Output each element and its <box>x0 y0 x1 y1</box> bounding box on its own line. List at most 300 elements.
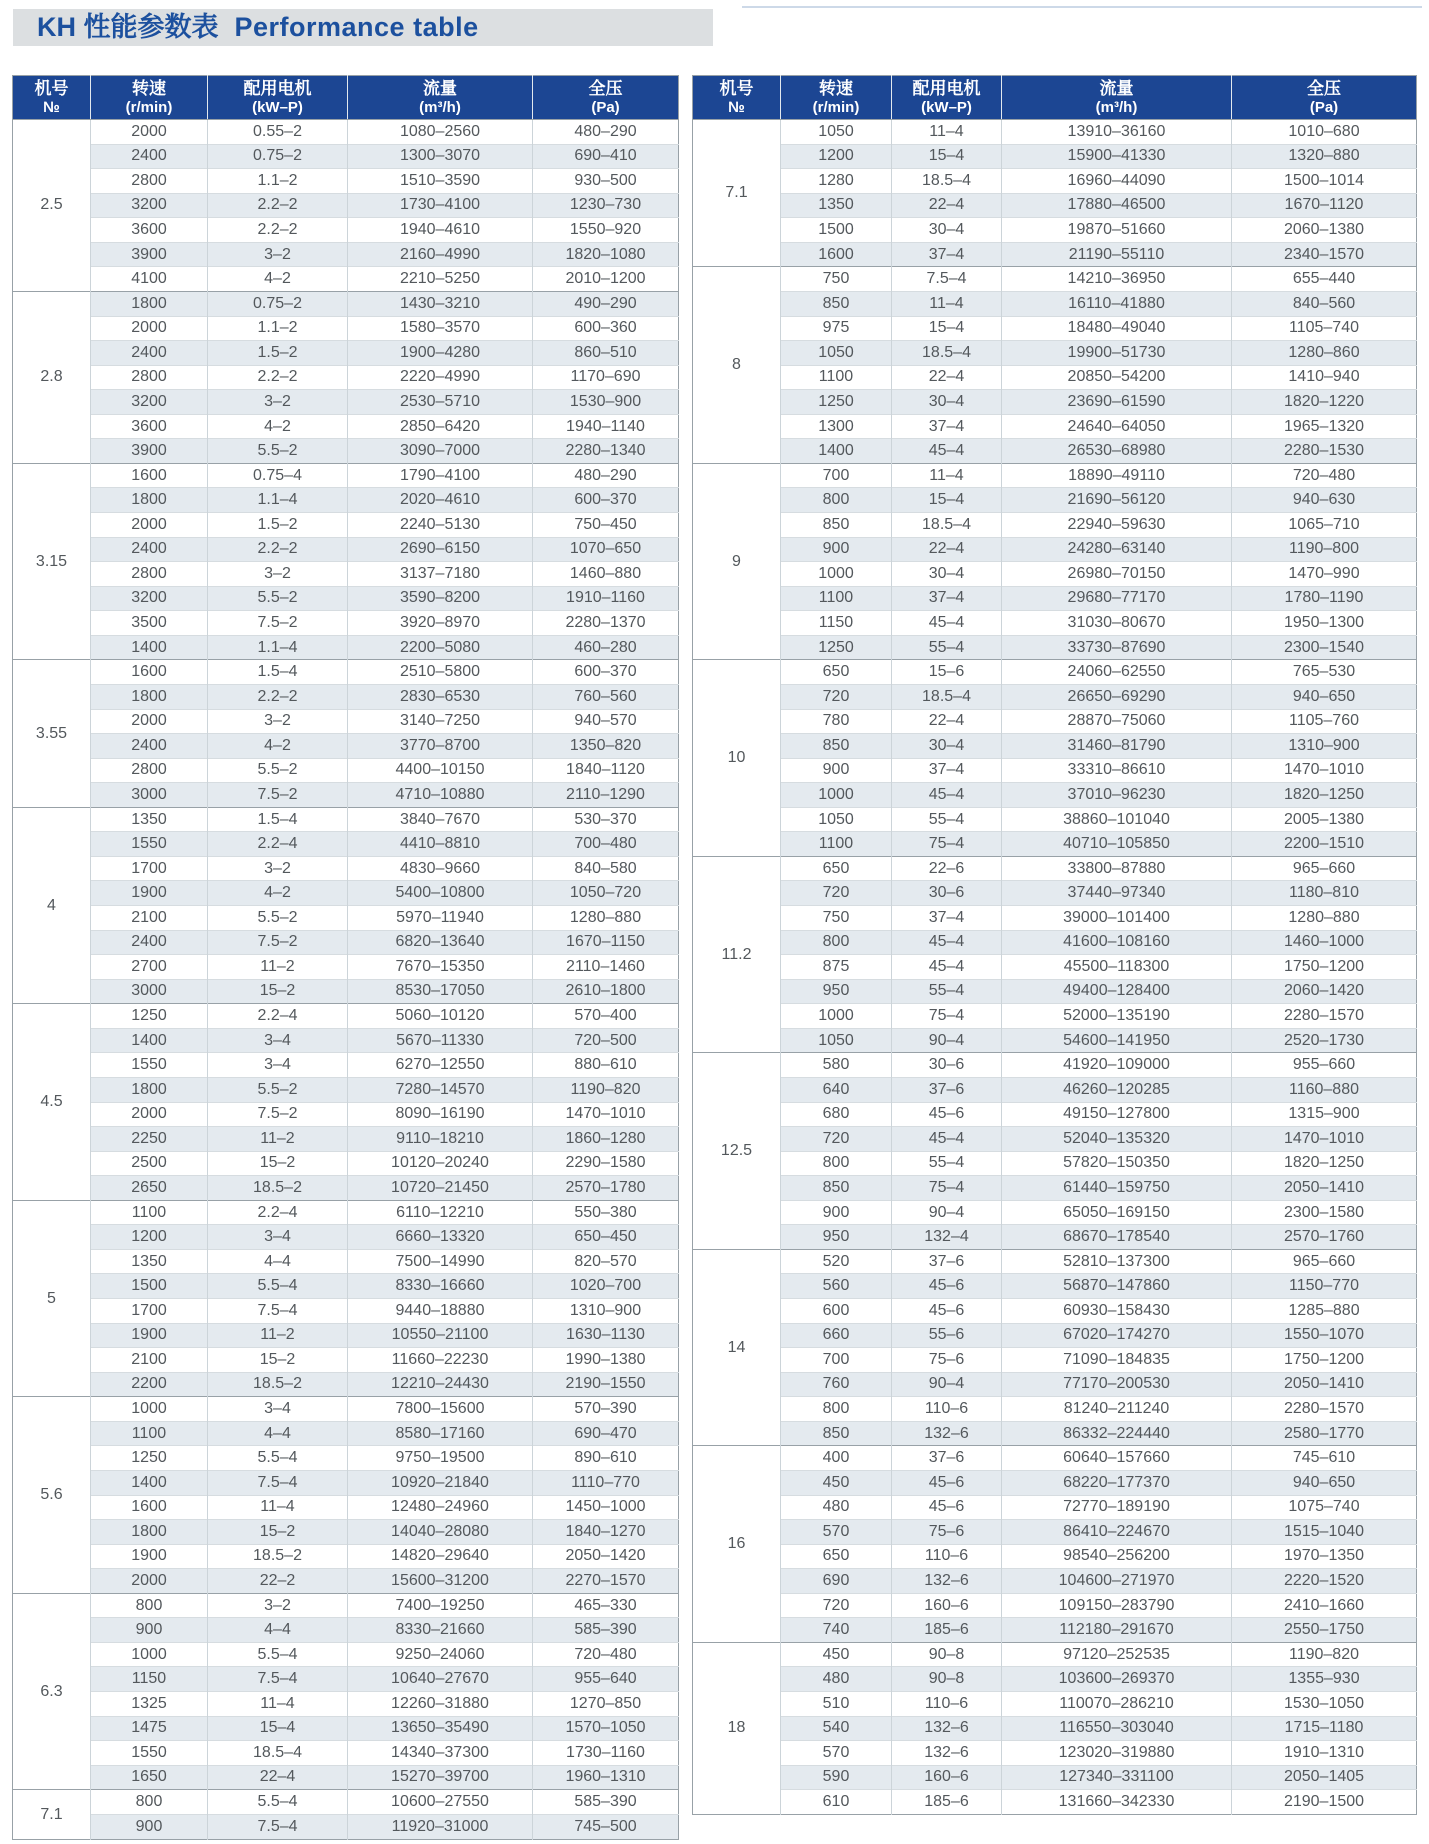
table-row <box>693 1470 1417 1495</box>
pressure-cell: 1780–1190 <box>1232 586 1417 611</box>
machine-no-cell: 7.1 <box>13 1790 91 1840</box>
speed-cell: 1650 <box>91 1765 208 1790</box>
motor-cell: 22–4 <box>892 537 1002 562</box>
pressure-cell: 585–390 <box>533 1790 679 1815</box>
speed-cell: 3000 <box>91 783 208 808</box>
motor-cell: 45–4 <box>892 783 1002 808</box>
flow-cell: 24640–64050 <box>1002 414 1232 439</box>
speed-cell: 1800 <box>91 291 208 316</box>
flow-cell: 54600–141950 <box>1002 1028 1232 1053</box>
motor-cell: 5.5–4 <box>208 1446 348 1471</box>
flow-cell: 38860–101040 <box>1002 807 1232 832</box>
flow-cell: 16960–44090 <box>1002 169 1232 194</box>
speed-cell: 700 <box>781 463 892 488</box>
speed-cell: 1350 <box>91 1249 208 1274</box>
speed-cell: 3900 <box>91 439 208 464</box>
table-row <box>693 1495 1417 1520</box>
pressure-cell: 965–660 <box>1232 1249 1417 1274</box>
motor-cell: 37–4 <box>892 242 1002 267</box>
speed-cell: 1400 <box>781 439 892 464</box>
table-row <box>13 1249 679 1274</box>
speed-cell: 900 <box>781 1200 892 1225</box>
flow-cell: 4710–10880 <box>348 783 533 808</box>
table-header <box>13 76 679 120</box>
table-row <box>13 832 679 857</box>
speed-cell: 2000 <box>91 709 208 734</box>
table-row <box>693 783 1417 808</box>
table-row <box>13 1127 679 1152</box>
motor-cell: 30–4 <box>892 562 1002 587</box>
speed-cell: 700 <box>781 1348 892 1373</box>
speed-cell: 2800 <box>91 365 208 390</box>
motor-cell: 37–4 <box>892 586 1002 611</box>
pressure-cell: 745–500 <box>533 1814 679 1839</box>
speed-cell: 680 <box>781 1102 892 1127</box>
flow-cell: 2690–6150 <box>348 537 533 562</box>
pressure-cell: 650–450 <box>533 1225 679 1250</box>
motor-cell: 37–6 <box>892 1249 1002 1274</box>
table-row <box>693 684 1417 709</box>
speed-cell: 1900 <box>91 881 208 906</box>
pressure-cell: 700–480 <box>533 832 679 857</box>
pressure-cell: 1730–1160 <box>533 1741 679 1766</box>
flow-cell: 1580–3570 <box>348 316 533 341</box>
speed-cell: 450 <box>781 1642 892 1667</box>
motor-cell: 30–4 <box>892 218 1002 243</box>
pressure-cell: 690–470 <box>533 1421 679 1446</box>
pressure-cell: 1315–900 <box>1232 1102 1417 1127</box>
motor-cell: 1.1–2 <box>208 316 348 341</box>
flow-cell: 11660–22230 <box>348 1348 533 1373</box>
pressure-cell: 2290–1580 <box>533 1151 679 1176</box>
table-row <box>693 1421 1417 1446</box>
pressure-cell: 1670–1120 <box>1232 193 1417 218</box>
pressure-cell: 1910–1310 <box>1232 1741 1417 1766</box>
flow-cell: 72770–189190 <box>1002 1495 1232 1520</box>
speed-cell: 1050 <box>781 1028 892 1053</box>
motor-cell: 22–4 <box>892 365 1002 390</box>
motor-cell: 7.5–2 <box>208 783 348 808</box>
pressure-cell: 600–370 <box>533 488 679 513</box>
flow-cell: 33310–86610 <box>1002 758 1232 783</box>
pressure-cell: 2060–1420 <box>1232 979 1417 1004</box>
table-row <box>13 1348 679 1373</box>
table-row <box>13 758 679 783</box>
speed-cell: 2400 <box>91 144 208 169</box>
motor-cell: 1.1–4 <box>208 488 348 513</box>
speed-cell: 570 <box>781 1741 892 1766</box>
pressure-cell: 480–290 <box>533 463 679 488</box>
pressure-cell: 480–290 <box>533 120 679 145</box>
col-header-4: 全压 (Pa) <box>1232 76 1417 120</box>
speed-cell: 1100 <box>781 365 892 390</box>
speed-cell: 450 <box>781 1470 892 1495</box>
pressure-cell: 1170–690 <box>533 365 679 390</box>
speed-cell: 720 <box>781 1127 892 1152</box>
motor-cell: 3–4 <box>208 1028 348 1053</box>
title-band <box>13 9 713 46</box>
flow-cell: 60640–157660 <box>1002 1446 1232 1471</box>
speed-cell: 540 <box>781 1716 892 1741</box>
table-row <box>13 1446 679 1471</box>
table-row <box>13 488 679 513</box>
motor-cell: 1.1–2 <box>208 169 348 194</box>
flow-cell: 61440–159750 <box>1002 1176 1232 1201</box>
pressure-cell: 1180–810 <box>1232 881 1417 906</box>
speed-cell: 1100 <box>781 832 892 857</box>
table-row <box>693 193 1417 218</box>
pressure-cell: 465–330 <box>533 1593 679 1618</box>
speed-cell: 1350 <box>91 807 208 832</box>
flow-cell: 77170–200530 <box>1002 1372 1232 1397</box>
table-row <box>13 906 679 931</box>
motor-cell: 4–2 <box>208 414 348 439</box>
speed-cell: 750 <box>781 906 892 931</box>
table-row <box>13 684 679 709</box>
pressure-cell: 930–500 <box>533 169 679 194</box>
flow-cell: 26650–69290 <box>1002 684 1232 709</box>
motor-cell: 45–6 <box>892 1102 1002 1127</box>
speed-cell: 1900 <box>91 1323 208 1348</box>
flow-cell: 14040–28080 <box>348 1520 533 1545</box>
speed-cell: 2800 <box>91 562 208 587</box>
col-header-1: 转速 (r/min) <box>91 76 208 120</box>
speed-cell: 1600 <box>91 463 208 488</box>
motor-cell: 5.5–2 <box>208 758 348 783</box>
flow-cell: 1940–4610 <box>348 218 533 243</box>
motor-cell: 37–6 <box>892 1446 1002 1471</box>
table-row <box>13 193 679 218</box>
motor-cell: 3–2 <box>208 242 348 267</box>
speed-cell: 1600 <box>91 1495 208 1520</box>
pressure-cell: 1910–1160 <box>533 586 679 611</box>
motor-cell: 18.5–2 <box>208 1544 348 1569</box>
flow-cell: 40710–105850 <box>1002 832 1232 857</box>
pressure-cell: 2280–1530 <box>1232 439 1417 464</box>
pressure-cell: 2550–1750 <box>1232 1618 1417 1643</box>
motor-cell: 55–4 <box>892 979 1002 1004</box>
flow-cell: 68220–177370 <box>1002 1470 1232 1495</box>
table-row <box>693 513 1417 538</box>
table-row <box>13 1741 679 1766</box>
pressure-cell: 1820–1250 <box>1232 1151 1417 1176</box>
speed-cell: 1150 <box>91 1667 208 1692</box>
pressure-cell: 1350–820 <box>533 734 679 759</box>
table-row <box>693 537 1417 562</box>
motor-cell: 132–6 <box>892 1741 1002 1766</box>
flow-cell: 110070–286210 <box>1002 1692 1232 1717</box>
table-row <box>13 1544 679 1569</box>
flow-cell: 6820–13640 <box>348 930 533 955</box>
motor-cell: 45–6 <box>892 1470 1002 1495</box>
speed-cell: 850 <box>781 291 892 316</box>
speed-cell: 650 <box>781 660 892 685</box>
speed-cell: 1200 <box>91 1225 208 1250</box>
table-row <box>693 120 1417 145</box>
motor-cell: 110–6 <box>892 1397 1002 1422</box>
table-row <box>693 1765 1417 1790</box>
motor-cell: 18.5–4 <box>892 513 1002 538</box>
table-row <box>13 1299 679 1324</box>
motor-cell: 1.5–2 <box>208 341 348 366</box>
flow-cell: 10120–20240 <box>348 1151 533 1176</box>
speed-cell: 1350 <box>781 193 892 218</box>
speed-cell: 2500 <box>91 1151 208 1176</box>
speed-cell: 1550 <box>91 1053 208 1078</box>
motor-cell: 7.5–2 <box>208 611 348 636</box>
motor-cell: 2.2–2 <box>208 218 348 243</box>
flow-cell: 8580–17160 <box>348 1421 533 1446</box>
speed-cell: 400 <box>781 1446 892 1471</box>
speed-cell: 650 <box>781 1544 892 1569</box>
table-row <box>693 242 1417 267</box>
table-row <box>693 414 1417 439</box>
table-row <box>13 1397 679 1422</box>
motor-cell: 15–2 <box>208 1348 348 1373</box>
table-row <box>13 807 679 832</box>
pressure-cell: 1570–1050 <box>533 1716 679 1741</box>
flow-cell: 21190–55110 <box>1002 242 1232 267</box>
flow-cell: 2210–5250 <box>348 267 533 292</box>
pressure-cell: 690–410 <box>533 144 679 169</box>
flow-cell: 19900–51730 <box>1002 341 1232 366</box>
flow-cell: 29680–77170 <box>1002 586 1232 611</box>
flow-cell: 26980–70150 <box>1002 562 1232 587</box>
table-row <box>13 1790 679 1815</box>
motor-cell: 55–6 <box>892 1323 1002 1348</box>
speed-cell: 3500 <box>91 611 208 636</box>
pressure-cell: 2110–1290 <box>533 783 679 808</box>
table-row <box>13 1593 679 1618</box>
table-row <box>693 1200 1417 1225</box>
table-row <box>693 1618 1417 1643</box>
table-row <box>693 1520 1417 1545</box>
flow-cell: 8330–21660 <box>348 1618 533 1643</box>
table-row <box>693 1299 1417 1324</box>
table-row <box>13 1692 679 1717</box>
table-row <box>13 1225 679 1250</box>
col-header-1: 转速 (r/min) <box>781 76 892 120</box>
table-row <box>13 463 679 488</box>
pressure-cell: 1280–860 <box>1232 341 1417 366</box>
motor-cell: 185–6 <box>892 1618 1002 1643</box>
speed-cell: 1250 <box>91 1446 208 1471</box>
table-row <box>13 1004 679 1029</box>
speed-cell: 900 <box>781 537 892 562</box>
table-row <box>693 144 1417 169</box>
flow-cell: 6660–13320 <box>348 1225 533 1250</box>
table-row <box>13 316 679 341</box>
speed-cell: 1900 <box>91 1544 208 1569</box>
table-row <box>13 709 679 734</box>
table-row <box>13 586 679 611</box>
table-row <box>13 979 679 1004</box>
motor-cell: 132–6 <box>892 1569 1002 1594</box>
pressure-cell: 2270–1570 <box>533 1569 679 1594</box>
table-row <box>693 1348 1417 1373</box>
flow-cell: 10720–21450 <box>348 1176 533 1201</box>
table-row <box>693 365 1417 390</box>
flow-cell: 41920–109000 <box>1002 1053 1232 1078</box>
flow-cell: 97120–252535 <box>1002 1642 1232 1667</box>
pressure-cell: 955–660 <box>1232 1053 1417 1078</box>
flow-cell: 3920–8970 <box>348 611 533 636</box>
speed-cell: 1250 <box>91 1004 208 1029</box>
flow-cell: 68670–178540 <box>1002 1225 1232 1250</box>
pressure-cell: 880–610 <box>533 1053 679 1078</box>
pressure-cell: 1310–900 <box>1232 734 1417 759</box>
table-row <box>693 169 1417 194</box>
motor-cell: 45–4 <box>892 611 1002 636</box>
table-row <box>693 979 1417 1004</box>
table-row <box>13 1421 679 1446</box>
flow-cell: 8330–16660 <box>348 1274 533 1299</box>
flow-cell: 3590–8200 <box>348 586 533 611</box>
flow-cell: 9250–24060 <box>348 1642 533 1667</box>
speed-cell: 2800 <box>91 758 208 783</box>
col-header-4: 全压 (Pa) <box>533 76 679 120</box>
table-row <box>693 906 1417 931</box>
pressure-cell: 2060–1380 <box>1232 218 1417 243</box>
motor-cell: 5.5–4 <box>208 1642 348 1667</box>
pressure-cell: 1460–880 <box>533 562 679 587</box>
pressure-cell: 1950–1300 <box>1232 611 1417 636</box>
table-row <box>13 1495 679 1520</box>
speed-cell: 660 <box>781 1323 892 1348</box>
table-row <box>13 1102 679 1127</box>
flow-cell: 1430–3210 <box>348 291 533 316</box>
flow-cell: 17880–46500 <box>1002 193 1232 218</box>
motor-cell: 15–4 <box>892 316 1002 341</box>
motor-cell: 3–2 <box>208 856 348 881</box>
motor-cell: 4–2 <box>208 734 348 759</box>
pressure-cell: 1070–650 <box>533 537 679 562</box>
pressure-cell: 940–650 <box>1232 684 1417 709</box>
speed-cell: 1475 <box>91 1716 208 1741</box>
pressure-cell: 1550–1070 <box>1232 1323 1417 1348</box>
motor-cell: 15–2 <box>208 1520 348 1545</box>
pressure-cell: 1530–1050 <box>1232 1692 1417 1717</box>
table-row <box>13 1470 679 1495</box>
motor-cell: 132–6 <box>892 1716 1002 1741</box>
motor-cell: 11–4 <box>208 1692 348 1717</box>
flow-cell: 12480–24960 <box>348 1495 533 1520</box>
flow-cell: 15900–41330 <box>1002 144 1232 169</box>
flow-cell: 7280–14570 <box>348 1077 533 1102</box>
pressure-cell: 1990–1380 <box>533 1348 679 1373</box>
table-row <box>693 1274 1417 1299</box>
pressure-cell: 2300–1540 <box>1232 635 1417 660</box>
pressure-cell: 1470–990 <box>1232 562 1417 587</box>
speed-cell: 2000 <box>91 513 208 538</box>
motor-cell: 1.5–4 <box>208 660 348 685</box>
flow-cell: 2530–5710 <box>348 390 533 415</box>
table-row <box>693 1053 1417 1078</box>
flow-cell: 5970–11940 <box>348 906 533 931</box>
motor-cell: 22–2 <box>208 1569 348 1594</box>
pressure-cell: 2010–1200 <box>533 267 679 292</box>
pressure-cell: 2300–1580 <box>1232 1200 1417 1225</box>
flow-cell: 9440–18880 <box>348 1299 533 1324</box>
table-row <box>693 267 1417 292</box>
motor-cell: 5.5–4 <box>208 1790 348 1815</box>
table-row <box>13 365 679 390</box>
pressure-cell: 490–290 <box>533 291 679 316</box>
speed-cell: 800 <box>781 930 892 955</box>
pressure-cell: 1460–1000 <box>1232 930 1417 955</box>
machine-no-cell: 14 <box>693 1249 781 1446</box>
motor-cell: 90–4 <box>892 1200 1002 1225</box>
flow-cell: 8530–17050 <box>348 979 533 1004</box>
table-row <box>13 242 679 267</box>
table-row <box>693 1077 1417 1102</box>
motor-cell: 18.5–2 <box>208 1176 348 1201</box>
flow-cell: 21690–56120 <box>1002 488 1232 513</box>
pressure-cell: 2520–1730 <box>1232 1028 1417 1053</box>
pressure-cell: 1320–880 <box>1232 144 1417 169</box>
table-row <box>13 439 679 464</box>
motor-cell: 11–2 <box>208 1323 348 1348</box>
pressure-cell: 1190–800 <box>1232 537 1417 562</box>
motor-cell: 45–4 <box>892 955 1002 980</box>
table-row <box>693 660 1417 685</box>
pressure-cell: 1065–710 <box>1232 513 1417 538</box>
table-row <box>13 120 679 145</box>
flow-cell: 1730–4100 <box>348 193 533 218</box>
speed-cell: 3200 <box>91 586 208 611</box>
pressure-cell: 1050–720 <box>533 881 679 906</box>
flow-cell: 7500–14990 <box>348 1249 533 1274</box>
pressure-cell: 600–370 <box>533 660 679 685</box>
flow-cell: 3770–8700 <box>348 734 533 759</box>
flow-cell: 67020–174270 <box>1002 1323 1232 1348</box>
flow-cell: 4830–9660 <box>348 856 533 881</box>
speed-cell: 1800 <box>91 1077 208 1102</box>
flow-cell: 22940–59630 <box>1002 513 1232 538</box>
motor-cell: 75–4 <box>892 832 1002 857</box>
machine-no-cell: 6.3 <box>13 1593 91 1790</box>
speed-cell: 1400 <box>91 635 208 660</box>
motor-cell: 2.2–2 <box>208 537 348 562</box>
machine-no-cell: 16 <box>693 1446 781 1643</box>
flow-cell: 18890–49110 <box>1002 463 1232 488</box>
flow-cell: 11920–31000 <box>348 1814 533 1839</box>
pressure-cell: 2190–1550 <box>533 1372 679 1397</box>
pressure-cell: 1470–1010 <box>1232 758 1417 783</box>
table-row <box>693 635 1417 660</box>
table-row <box>693 734 1417 759</box>
speed-cell: 850 <box>781 513 892 538</box>
table-row <box>13 1642 679 1667</box>
speed-cell: 2700 <box>91 955 208 980</box>
motor-cell: 3–4 <box>208 1397 348 1422</box>
pressure-cell: 1630–1130 <box>533 1323 679 1348</box>
flow-cell: 1790–4100 <box>348 463 533 488</box>
table-row <box>693 390 1417 415</box>
machine-no-cell: 2.8 <box>13 291 91 463</box>
table-row <box>13 881 679 906</box>
speed-cell: 2100 <box>91 906 208 931</box>
flow-cell: 8090–16190 <box>348 1102 533 1127</box>
pressure-cell: 570–400 <box>533 1004 679 1029</box>
speed-cell: 800 <box>91 1593 208 1618</box>
pressure-cell: 1500–1014 <box>1232 169 1417 194</box>
table-row <box>693 341 1417 366</box>
table-row <box>13 537 679 562</box>
pressure-cell: 1750–1200 <box>1232 1348 1417 1373</box>
table-row <box>13 291 679 316</box>
machine-no-cell: 4.5 <box>13 1004 91 1201</box>
